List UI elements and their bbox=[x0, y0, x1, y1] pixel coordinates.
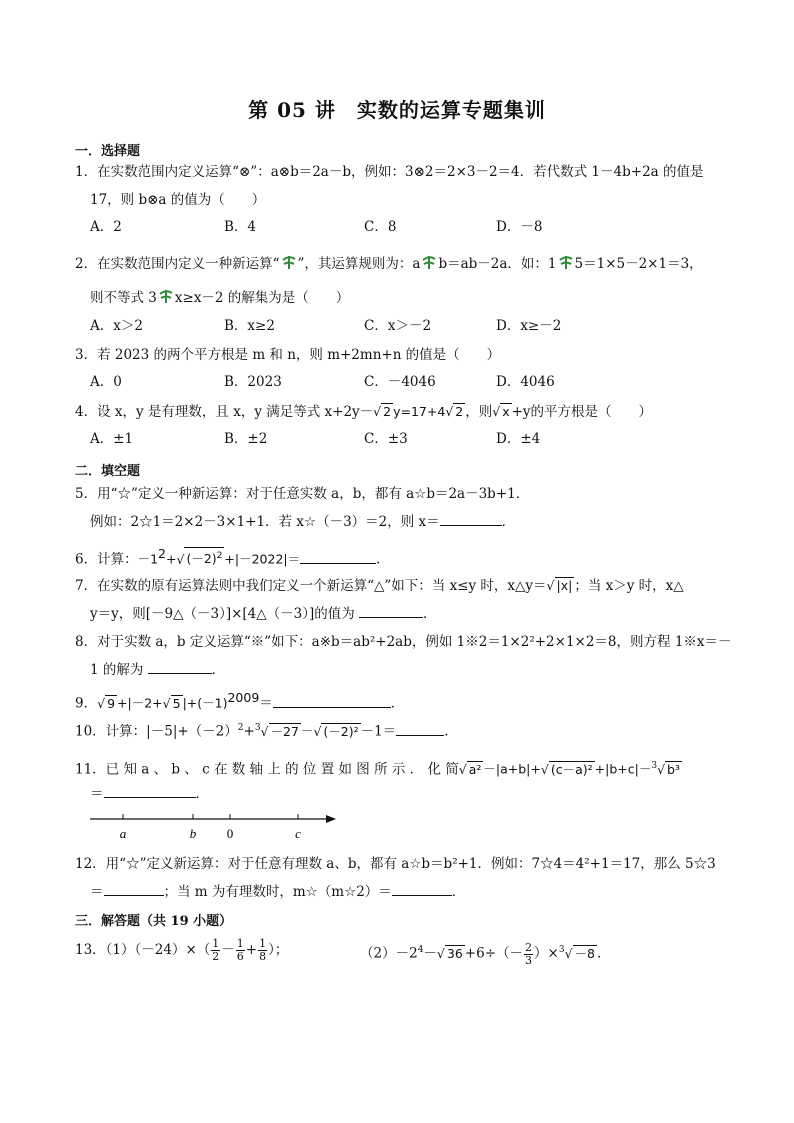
q12-line2 bbox=[90, 878, 465, 906]
q12-end: ． bbox=[451, 884, 466, 900]
q13-f1-den: 2 bbox=[212, 950, 220, 963]
q4-radicand-2: 2 bbox=[455, 404, 464, 419]
label-b: b bbox=[189, 826, 197, 841]
q11-radicand-2: (c－a)² bbox=[550, 761, 593, 777]
q13-plus: + bbox=[245, 942, 258, 958]
q12-answer-blank-1[interactable] bbox=[104, 881, 164, 896]
q13-p2-idx: 3 bbox=[558, 945, 565, 955]
q10-post: －1＝ bbox=[360, 723, 397, 740]
q10-idx: 3 bbox=[254, 723, 261, 733]
q12-line1: 12．用“☆”定义新运算：对于任意有理数 a、b，都有 a☆b＝b²+1．例如：7☆4＝4²+1＝17，那么 5☆3 bbox=[75, 856, 716, 872]
label-0: 0 bbox=[226, 826, 234, 841]
q3-option-d: D．4046 bbox=[496, 374, 555, 390]
q2-option-d: D．x≥－2 bbox=[496, 318, 562, 334]
q4-text-mid2: ，则 bbox=[465, 404, 493, 420]
q13-f3-num: 1 bbox=[259, 937, 267, 950]
q13-f1-num: 1 bbox=[212, 937, 220, 950]
q8-end: ． bbox=[211, 662, 226, 678]
section-fill-blank: 二．填空题 bbox=[75, 464, 141, 479]
q6-abs: +|－2022|＝ bbox=[224, 551, 301, 567]
section-solve: 三．解答题（共 19 小题） bbox=[75, 914, 233, 929]
q3-option-a: A．0 bbox=[90, 374, 122, 390]
q10-plus: + bbox=[243, 723, 255, 740]
number-line-arrow-icon bbox=[326, 815, 336, 823]
q10-radicand-1: －27 bbox=[270, 723, 299, 739]
q10-answer-blank[interactable] bbox=[396, 721, 444, 736]
q6-plus: + bbox=[166, 551, 177, 567]
q9-eq: ＝ bbox=[259, 695, 273, 712]
q6-exp2: 2 bbox=[216, 551, 223, 562]
q6-end: ． bbox=[376, 551, 390, 568]
number-line bbox=[90, 805, 350, 845]
q1-line1: 1．在实数范围内定义运算“⊗”：a⊗b＝2a－b，例如：3⊗2＝2×3－2＝4．若代数式 1－4b+2a 的值是 bbox=[75, 164, 704, 180]
q9-exp: 2009 bbox=[227, 690, 260, 705]
q8-line2 bbox=[90, 656, 225, 684]
q6-pre: 6．计算： bbox=[75, 551, 138, 568]
custom-operator-icon bbox=[157, 288, 175, 304]
q7-answer-blank[interactable] bbox=[359, 603, 423, 618]
q3-line1: 3．若 2023 的两个平方根是 m 和 n，则 m+2mn+n 的值是（ ） bbox=[75, 347, 501, 363]
q7-text-b: ；当 x＞y 时，x△ bbox=[574, 578, 684, 594]
q1-option-d: D．－8 bbox=[496, 219, 543, 235]
q11-mid2: +|b+c|－ bbox=[594, 761, 652, 777]
q2-line1 bbox=[75, 250, 725, 278]
q3-option-b: B．2023 bbox=[224, 374, 282, 390]
q10-pre: 10．计算：|－5|+（－2） bbox=[75, 723, 238, 740]
q2-line2 bbox=[90, 284, 349, 312]
q11-idx: 3 bbox=[651, 761, 658, 771]
q13-p2-end: ． bbox=[596, 945, 611, 962]
q7-text-a: 7．在实数的原有运算法则中我们定义一个新运算“△”如下：当 x≤y 时，x△y＝ bbox=[75, 578, 547, 594]
q11-radicand-3: b³ bbox=[667, 761, 680, 777]
q9-radicand-2: 5 bbox=[172, 695, 181, 711]
q3-option-c: C．－4046 bbox=[364, 374, 436, 390]
section-choice: 一．选择题 bbox=[75, 144, 141, 159]
q6-answer-blank[interactable] bbox=[300, 549, 376, 564]
q13-f2-num: 1 bbox=[236, 937, 244, 950]
q2-text-e: 则不等式 3 bbox=[90, 290, 157, 306]
q13-p2-mid2: ）× bbox=[534, 945, 559, 962]
q13-p2: （2）－2 bbox=[360, 945, 418, 962]
q2-text-d: 5＝1×5－2×1＝3， bbox=[574, 256, 703, 272]
q2-text-c: b＝ab－2a．如：1 bbox=[438, 256, 557, 272]
q9-post: |+(－1) bbox=[182, 695, 228, 711]
q11-end: ． bbox=[195, 786, 209, 802]
q11-radicand-1: a² bbox=[468, 761, 482, 777]
q12-answer-blank-2[interactable] bbox=[392, 881, 452, 896]
q1-option-b: B．4 bbox=[224, 219, 257, 235]
q1-line2: 17，则 b⊗a 的值为（ ） bbox=[90, 192, 266, 208]
q11-eq: ＝ bbox=[90, 786, 104, 802]
q11-text: 11．已 知 a 、 b 、 c 在 数 轴 上 的 位 置 如 图 所 示 ． 化 简 bbox=[75, 761, 459, 778]
q4-radicand-1: 2 bbox=[383, 404, 392, 419]
q4-text-pre: 4．设 x，y 是有理数，且 x，y 满足等式 x+2y－ bbox=[75, 404, 374, 420]
q11-mid: －|a+b|+ bbox=[483, 761, 541, 777]
q5-answer-blank[interactable] bbox=[440, 511, 502, 526]
q11-answer-blank[interactable] bbox=[104, 783, 196, 798]
q2-text-b: ”，其运算规则为：a bbox=[297, 256, 421, 272]
label-c: c bbox=[295, 826, 301, 841]
q5-line2 bbox=[90, 508, 515, 536]
q7-text-c: y＝y，则[－9△（－3）]×[4△（－3）]的值为 bbox=[90, 606, 360, 622]
q9-pre: 9． bbox=[75, 695, 98, 712]
q8-text: 1 的解为 bbox=[90, 662, 148, 678]
label-a: a bbox=[119, 826, 127, 841]
q13-p2-f-num: 2 bbox=[525, 940, 533, 954]
q10-minus: － bbox=[300, 723, 314, 739]
q13-p2-radicand: 36 bbox=[446, 945, 463, 961]
q8-answer-blank[interactable] bbox=[148, 659, 212, 674]
custom-operator-icon bbox=[280, 254, 298, 270]
custom-operator-icon bbox=[420, 254, 438, 270]
q1-option-c: C．8 bbox=[364, 219, 397, 235]
q7-radicand: |x| bbox=[556, 578, 573, 593]
q4-option-b: B．±2 bbox=[224, 431, 268, 447]
q13-p1end: ）； bbox=[268, 942, 289, 958]
q13-p2-exp: 4 bbox=[417, 945, 424, 955]
q9-end: ． bbox=[390, 695, 405, 712]
q12-text: ；当 m 为有理数时，m☆（m☆2）＝ bbox=[163, 884, 392, 900]
q13-p2-mid: +6÷（－ bbox=[464, 945, 524, 962]
q4-text-post: +y的平方根是（ ） bbox=[511, 404, 653, 420]
q10-radicand-2: (－2)² bbox=[323, 723, 359, 739]
q9-mid: +|－2+ bbox=[117, 695, 163, 711]
q13-p2-f-den: 3 bbox=[525, 953, 533, 967]
q9-line1: 9．√ 9 +|－2+√ 5 $|+(-1)^{2009}=$ ． bbox=[75, 690, 405, 712]
q13-p2-minus: － bbox=[423, 945, 437, 962]
q13-p2-radicand-2: －8 bbox=[574, 945, 595, 961]
q2-text-a: 2．在实数范围内定义一种新运算“ bbox=[75, 256, 280, 272]
q7-end: ． bbox=[423, 606, 437, 622]
custom-operator-icon bbox=[557, 254, 575, 270]
page-title: 第 05 讲 实数的运算专题集训 bbox=[248, 98, 546, 122]
q10-line1: 10．计算：$|-5|+(-2)^2+^3√ -27$ －√ (－2)² －1＝ ． bbox=[75, 714, 725, 746]
q5-text: 例如：2☆1＝2×2－3×1+1．若 x☆（－3）＝2，则 x＝ bbox=[90, 514, 440, 530]
q13-part2: $(2)-2^4-√$ 36 +6÷（－ $\frac{2}{3}$ ）×$^3$√ －8 ． bbox=[360, 940, 611, 967]
q8-line1: 8．对于实数 a，b 定义运算“※”如下：a※b＝ab²+2ab，例如 1※2＝1×2²+2×1×2＝8，则方程 1※x＝－ bbox=[75, 634, 732, 650]
q12-eq: ＝ bbox=[90, 884, 104, 900]
q7-line2 bbox=[75, 600, 725, 628]
q2-text-f: x≥x－2 的解集为是（ ） bbox=[174, 290, 350, 306]
q7-line1: 7．在实数的原有运算法则中我们定义一个新运算“△”如下：当 x≤y 时，x△y＝√ |x| ；当 x＞y 时，x△ bbox=[75, 578, 684, 594]
q5-end: ． bbox=[501, 514, 516, 530]
q4-line1: 4．设 x，y 是有理数，且 x，y 满足等式 x+2y－√ 2 y=17+4√ 2 ，则√ x +y的平方根是（ ） bbox=[75, 404, 653, 420]
q13-f3-den: 8 bbox=[259, 950, 267, 963]
q1-option-a: A．2 bbox=[90, 219, 122, 235]
q6-radicand: (－2) bbox=[186, 551, 217, 567]
q4-text-mid: y=17+4 bbox=[393, 404, 446, 419]
q6-line1: 6．计算：$-1^2+√$ $(-2)^2 +|-2022|=$ ． bbox=[75, 546, 390, 568]
q13-p1: 13．（1）（－24）×（ bbox=[75, 942, 211, 958]
q4-radicand-3: x bbox=[502, 404, 510, 419]
q9-radicand-1: 9 bbox=[107, 695, 116, 711]
q6-expr1: －1 bbox=[137, 551, 159, 567]
q9-answer-blank[interactable] bbox=[273, 693, 391, 708]
q6-exp1: 2 bbox=[158, 546, 166, 561]
q2-option-a: A．x＞2 bbox=[90, 318, 143, 334]
q4-option-a: A．±1 bbox=[90, 431, 134, 447]
q10-end: ． bbox=[444, 723, 458, 740]
q11-line1: 11．已 知 a 、 b 、 c 在 数 轴 上 的 位 置 如 图 所 示 ． 化 简√ a² －|a+b|+√ (c－a)² +|b+c|－$^3$√ b³ bbox=[75, 761, 680, 778]
q2-option-b: B．x≥2 bbox=[224, 318, 275, 334]
q11-line2 bbox=[90, 780, 209, 808]
q5-line1: 5．用“☆”定义一种新运算：对于任意实数 a，b，都有 a☆b＝2a－3b+1． bbox=[75, 486, 530, 502]
q10-exp: 2 bbox=[237, 723, 244, 733]
q13-minus: － bbox=[221, 942, 235, 958]
q2-option-c: C．x＞－2 bbox=[364, 318, 432, 334]
q4-option-c: C．±3 bbox=[364, 431, 408, 447]
q4-option-d: D．±4 bbox=[496, 431, 541, 447]
q13-f2-den: 6 bbox=[236, 950, 244, 963]
